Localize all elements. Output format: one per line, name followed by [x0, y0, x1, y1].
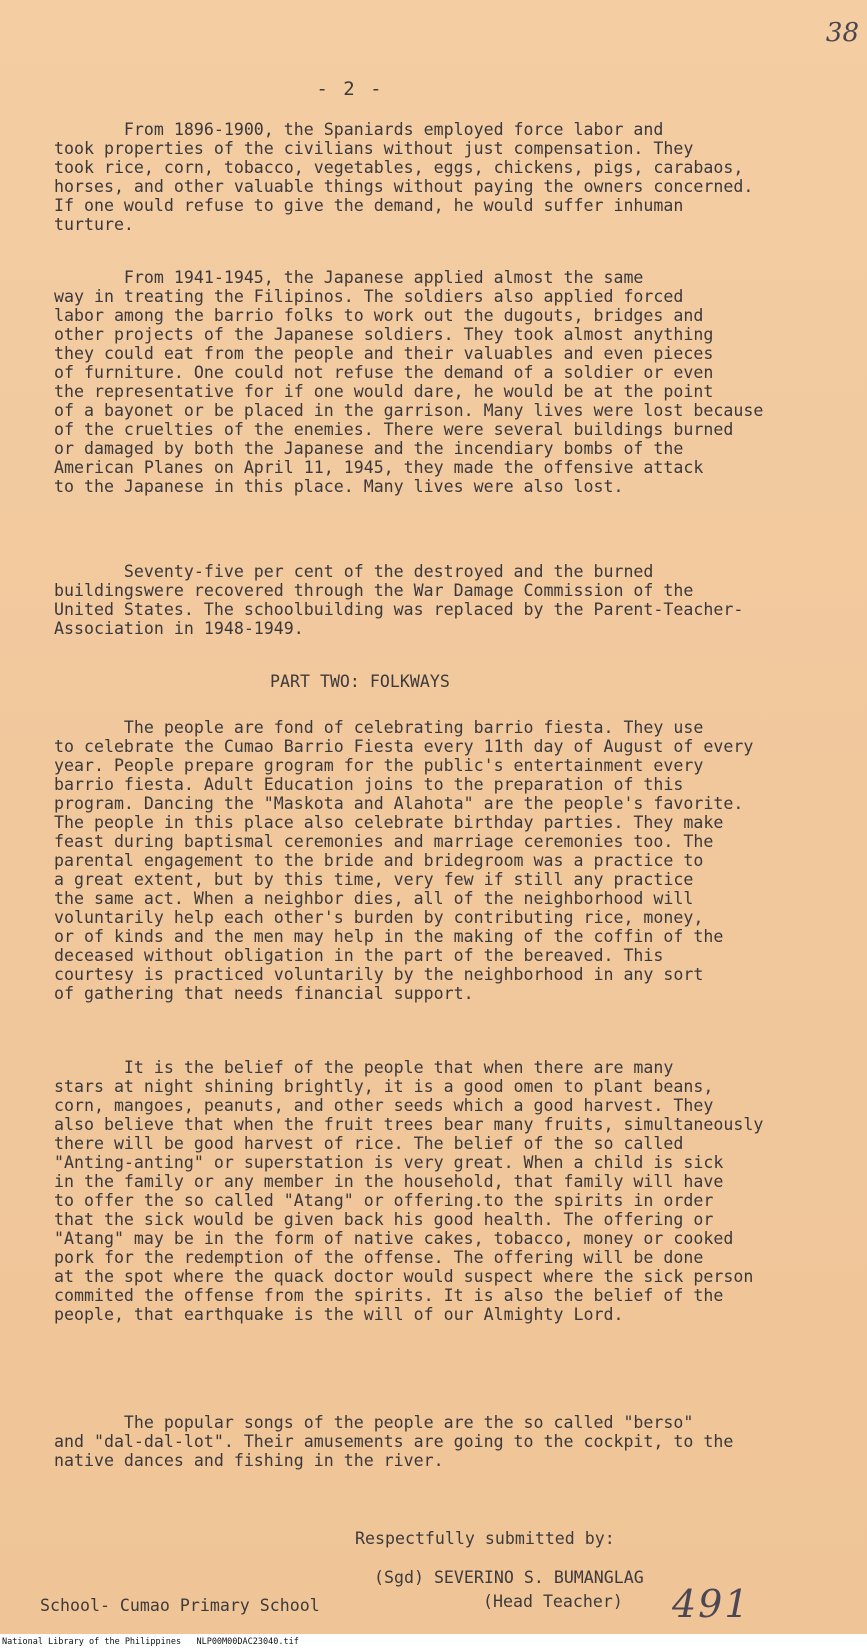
footer-source: National Library of the Philippines NLP00M00DAC23040.tif: [2, 1637, 299, 1647]
school-name: School- Cumao Primary School: [40, 1596, 320, 1615]
paragraph-japanese-era: From 1941-1945, the Japanese applied almost the same way in treating the Filipinos. The soldiers also applied forced labor among the barrio folks to work out the dugouts, bridges and other projects of the Japanese soldiers. They took almost anything they could eat from the people and their valuables and even pieces of furniture. One could not refuse the demand of a soldier or even the representative for if one would dare, he would be at the point of a bayonet or be placed in the garrison. Many lives were lost because of the cruelties of the enemies. There were several buildings burned or damaged by both the Japanese and the incendiary bombs of the American Planes on April 11, 1945, they made the offensive attack to the Japanese in this place. Many lives were also lost.: [54, 268, 764, 496]
paragraph-songs: The popular songs of the people are the so called "berso" and "dal-dal-lot". Their amusements are going to the cockpit, to the native dances and fishing in the river.: [54, 1413, 734, 1470]
part-two-heading: PART TWO: FOLKWAYS: [270, 672, 450, 691]
closing-line: Respectfully submitted by:: [355, 1529, 615, 1548]
paragraph-beliefs: It is the belief of the people that when there are many stars at night shining brightly, it is a good omen to plant beans, corn, mangoes, peanuts, and other seeds which a good harvest. They also believe that when the fruit trees bear many fruits, simultaneously there will be good harvest of rice. The belief of the so called "Anting-anting" or superstation is very great. When a child is sick in the family or any member in the household, that family will have to offer the so called "Atang" or offering.to the spirits in order that the sick would be given back his good health. The offering or "Atang" may be in the form of native cakes, tobacco, money or cooked pork for the redemption of the offense. The offering will be done at the spot where the quack doctor would suspect where the sick person commited the offense from the spirits. It is also the belief of the people, that earthquake is the will of our Almighty Lord.: [54, 1058, 764, 1324]
paragraph-fiesta: The people are fond of celebrating barrio fiesta. They use to celebrate the Cumao Barrio Fiesta every 11th day of August of every year. People prepare grogram for the public's entertainment every barrio fiesta. Adult Education joins to the preparation of this program. Dancing the "Maskota and Alahota" are the people's favorite. The people in this place also celebrate birthday parties. They make feast during baptismal ceremonies and marriage ceremonies too. The parental engagement to the bride and bridegroom was a practice to a great extent, but by this time, very few if still any practice the same act. When a neighbor dies, all of the neighborhood will voluntarily help each other's burden by contributing rice, money, or of kinds and the men may help in the making of the coffin of the deceased without obligation in the part of the bereaved. This courtesy is practiced voluntarily by the neighborhood in any sort of gathering that needs financial support.: [54, 718, 754, 1003]
signer-title: (Head Teacher): [483, 1592, 623, 1611]
signer-name: (Sgd) SEVERINO S. BUMANGLAG: [374, 1568, 644, 1587]
page-number: - 2 -: [316, 78, 384, 100]
paragraph-spanish-era: From 1896-1900, the Spaniards employed force labor and took properties of the civilians without just compensation. They took rice, corn, tobacco, vegetables, eggs, chickens, pigs, carabaos, horses, and other valuable things without paying the owners concerned. If one would refuse to give the demand, he would suffer inhuman turture.: [54, 120, 754, 234]
paragraph-recovery: Seventy-five per cent of the destroyed and the burned buildingswere recovered through the War Damage Commission of the United States. The schoolbuilding was replaced by the Parent-Teacher- Association in 1948-1949.: [54, 562, 744, 638]
handwritten-page-number: 491: [672, 1582, 751, 1626]
handwritten-folio: 38: [825, 18, 859, 48]
